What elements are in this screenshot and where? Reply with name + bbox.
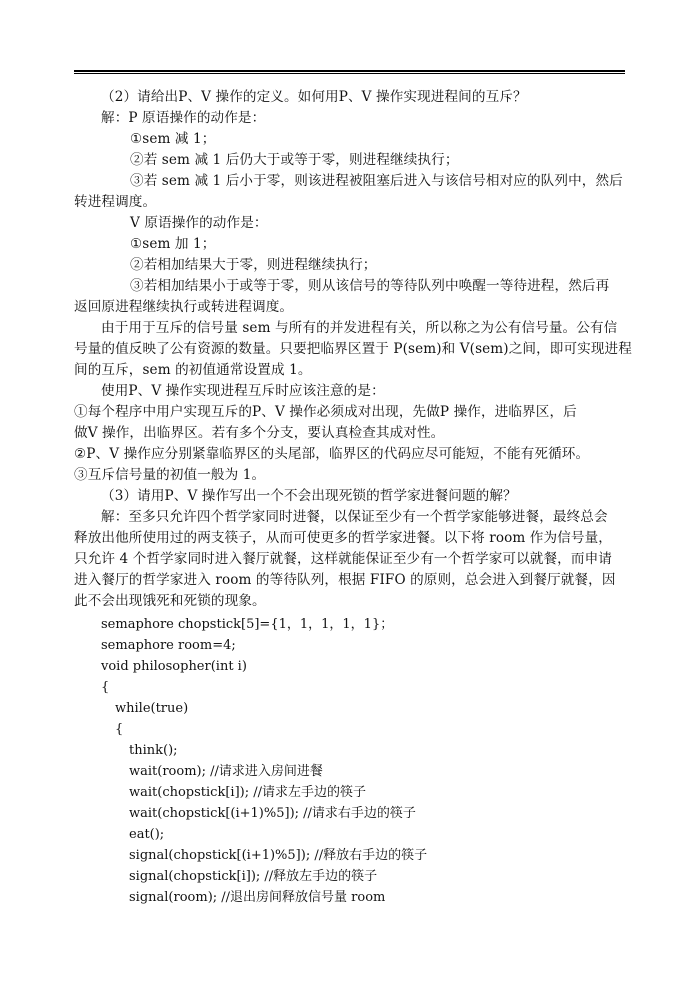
solution-para-4: 进入餐厅的哲学家进入 room 的等待队列，根据 FIFO 的原则，总会进入到餐厅就餐，因 [74, 572, 616, 588]
code-line: { [115, 722, 124, 737]
mutex-para-3: 间的互斥，sem 的初值通常设置成 1。 [74, 362, 312, 378]
code-line: eat(); [129, 827, 165, 842]
v-step-2: ②若相加结果大于零，则进程继续执行； [130, 257, 377, 273]
code-line: semaphore chopstick[5]={1，1，1，1，1}； [101, 617, 394, 632]
code-line: signal(room); //退出房间释放信号量 room [129, 890, 386, 905]
solution-para-5: 此不会出现饿死和死锁的现象。 [74, 593, 266, 609]
code-line: signal(chopstick[(i+1)%5]); //释放右手边的筷子 [129, 848, 428, 863]
v-step-1: ①sem 加 1； [130, 236, 216, 252]
code-line: semaphore room=4; [101, 638, 236, 653]
note-1: ①每个程序中用户实现互斥的P、V 操作必须成对出现，先做P 操作，进临界区，后 [74, 404, 577, 420]
code-line: wait(room); //请求进入房间进餐 [129, 764, 323, 779]
v-step-3-cont: 返回原进程继续执行或转进程调度。 [74, 299, 294, 315]
mutex-para-1: 由于用于互斥的信号量 sem 与所有的并发进程有关，所以称之为公有信号量。公有信 [101, 320, 618, 336]
code-line: think(); [129, 743, 178, 758]
p-step-3: ③若 sem 减 1 后小于零，则该进程被阻塞后进入与该信号相对应的队列中，然后 [130, 173, 623, 189]
solution-para-1: 解：至多只允许四个哲学家同时进餐，以保证至少有一个哲学家能够进餐，最终总会 [101, 509, 608, 525]
p-step-3-cont: 转进程调度。 [74, 194, 157, 210]
mutex-para-2: 号量的值反映了公有资源的数量。只要把临界区置于 P(sem)和 V(sem)之间，即可实现进程 [74, 341, 632, 357]
code-line: signal(chopstick[i]); //释放左手边的筷子 [129, 869, 378, 884]
solution-para-2: 释放出他所使用过的两支筷子，从而可使更多的哲学家进餐。以下将 room 作为信号量， [74, 530, 612, 546]
code-line: while(true) [115, 701, 189, 716]
v-step-3: ③若相加结果小于或等于零，则从该信号的等待队列中唤醒一等待进程，然后再 [130, 278, 610, 294]
solution-para-3: 只允许 4 个哲学家同时进入餐厅就餐，这样就能保证至少有一个哲学家可以就餐，而申请 [74, 551, 612, 567]
v-intro: V 原语操作的动作是： [130, 215, 268, 231]
p-step-2: ②若 sem 减 1 后仍大于或等于零，则进程继续执行； [130, 152, 459, 168]
note-3: ③互斥信号量的初值一般为 1。 [74, 467, 266, 483]
code-line: { [101, 680, 110, 695]
header-rule-thin [74, 73, 625, 74]
code-line: void philosopher(int i) [101, 659, 247, 674]
answer-intro: 解：P 原语操作的动作是： [101, 110, 266, 126]
question-3: （3）请用P、V 操作写出一个不会出现死锁的哲学家进餐问题的解？ [101, 488, 517, 504]
header-rule [74, 70, 625, 72]
p-step-1: ①sem 减 1； [130, 131, 216, 147]
code-line: wait(chopstick[(i+1)%5]); //请求右手边的筷子 [129, 806, 416, 821]
note-1-cont: 做V 操作，出临界区。若有多个分支，要认真检查其成对性。 [74, 425, 445, 441]
question-2: （2）请给出P、V 操作的定义。如何用P、V 操作实现进程间的互斥？ [101, 89, 527, 105]
note-2: ②P、V 操作应分别紧靠临界区的头尾部，临界区的代码应尽可能短，不能有死循环。 [74, 446, 590, 462]
notes-intro: 使用P、V 操作实现进程互斥时应该注意的是： [101, 383, 385, 399]
code-line: wait(chopstick[i]); //请求左手边的筷子 [129, 785, 366, 800]
